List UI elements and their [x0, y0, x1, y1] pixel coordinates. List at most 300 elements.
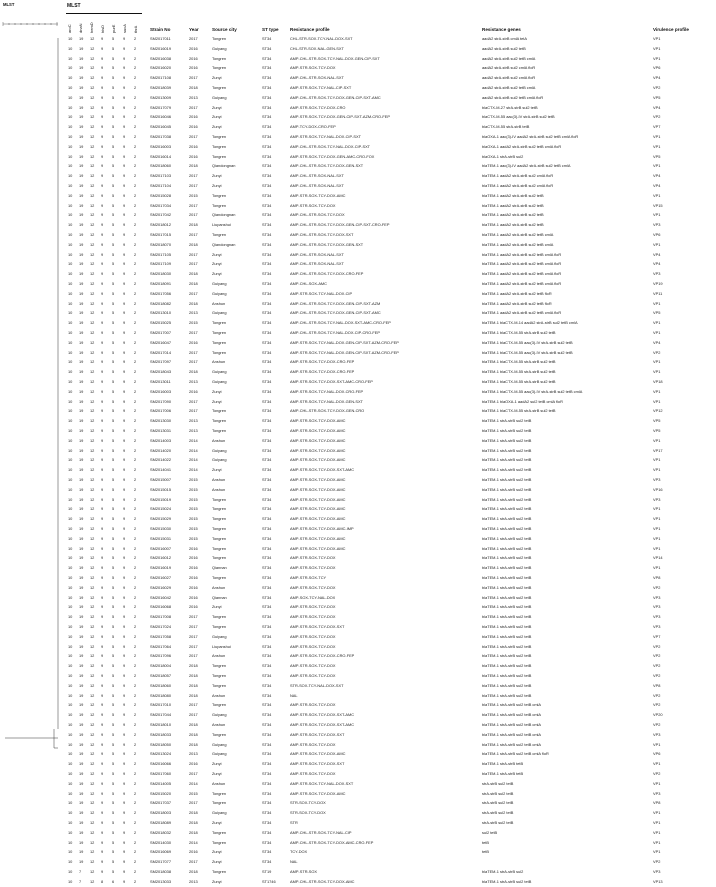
year: 2015 [189, 496, 198, 502]
strain-no: SM2018091 [150, 281, 171, 286]
allele-value: 12 [90, 65, 95, 71]
allele-value: 19 [79, 281, 84, 286]
allele-value: 9 [101, 163, 104, 169]
allele-value: 9 [123, 183, 126, 188]
allele-value: 9 [101, 447, 104, 453]
strain-no: SM2018060 [150, 163, 171, 169]
strain-no: SM2017060 [150, 771, 171, 776]
virulence-profile: VP12 [653, 408, 663, 414]
virulence-profile: VP1 [653, 300, 661, 306]
resistance-profile: AMP-CHL-STR-SOX-NAL-SXT [290, 261, 344, 267]
year: 2018 [189, 241, 198, 247]
st-type: ST34 [262, 614, 272, 620]
source-city: Zunyi [212, 261, 222, 267]
allele-value: 10 [68, 643, 73, 649]
strain-no: SM2017006 [150, 408, 171, 414]
table-row [0, 514, 716, 524]
allele-value: 12 [90, 418, 95, 424]
allele-value: 10 [68, 506, 73, 512]
resistance-genes: blaTEM-1 strA-strB sul2 tetB [482, 594, 532, 600]
resistance-genes: blaTEM-1 strA-strB sul2 tetB [482, 692, 532, 698]
allele-value: 9 [123, 878, 126, 884]
allele-value: 5 [112, 143, 115, 149]
allele-value: 9 [123, 310, 126, 316]
st-type: ST34 [262, 702, 272, 708]
st-type: ST34 [262, 712, 272, 718]
virulence-profile: VP1 [653, 134, 661, 139]
source-city: Guiyang [212, 633, 227, 639]
st-type: ST34 [262, 800, 272, 806]
allele-value: 12 [90, 486, 95, 492]
table-row [0, 201, 716, 211]
allele-value: 9 [101, 565, 104, 571]
st-type: ST34 [262, 134, 272, 139]
table-row [0, 230, 716, 240]
resistance-genes: strA-strB sul2 tetB [482, 800, 514, 806]
allele-value: 19 [79, 496, 84, 502]
virulence-profile: VP1 [653, 369, 661, 375]
virulence-profile: VP6 [653, 232, 661, 237]
strain-no: SM2015029 [150, 516, 171, 522]
virulence-profile: VP5 [653, 310, 661, 316]
source-city: Tongren [212, 506, 227, 512]
locus-header: sucA [122, 24, 127, 33]
allele-value: 9 [101, 663, 104, 669]
virulence-profile: VP1 [653, 437, 661, 443]
source-city: Zunyi [212, 878, 222, 884]
allele-value: 5 [112, 575, 115, 580]
year: 2018 [189, 673, 198, 678]
resistance-genes: blaTEM-1 strA-strB sul2 tetB [482, 673, 532, 678]
virulence-profile: VP5 [653, 428, 661, 433]
st-type: ST34 [262, 45, 272, 51]
virulence-profile: VP2 [653, 85, 661, 90]
resistance-profile: AMP-STR-SOX-TCY-NAL-DOX-CIP-SXT [290, 134, 361, 139]
resistance-profile: AMP-STR-SOX-TCY-DOX-GEN-AMC-CRO-FOX [290, 153, 375, 159]
resistance-genes: blaTEM-1 strA-strB sul2 tetB [482, 428, 532, 433]
allele-value: 12 [90, 320, 95, 326]
strain-no: SM2017011 [150, 36, 171, 41]
virulence-profile: VP5 [653, 418, 661, 424]
allele-value: 19 [79, 780, 84, 786]
source-city: Tongren [212, 428, 227, 433]
resistance-genes: blaTEM-1 aadA2 strA-strB sul2 cmlA floR [482, 173, 554, 179]
resistance-profile: AMP-TCY-DOX-CRO-FEP [290, 124, 336, 130]
allele-value: 10 [68, 36, 73, 41]
allele-value: 5 [112, 702, 115, 708]
resistance-profile: AMP-STR-SOX-TCY-DOX-AMC-IMP [290, 526, 354, 531]
mlst-title: MLST [3, 2, 15, 7]
year: 2014 [189, 467, 198, 473]
allele-value: 9 [101, 114, 104, 120]
allele-value: 19 [79, 839, 84, 845]
st-type: ST34 [262, 124, 272, 130]
allele-value: 5 [112, 388, 115, 394]
allele-value: 9 [101, 722, 104, 727]
st-type: ST34 [262, 330, 272, 335]
allele-value: 10 [68, 398, 73, 404]
allele-value: 12 [90, 232, 95, 237]
source-city: Tongren [212, 839, 227, 845]
allele-value: 19 [79, 584, 84, 590]
allele-value: 5 [112, 535, 115, 541]
source-city: Tongren [212, 496, 227, 502]
year: 2016 [189, 114, 198, 120]
allele-value: 9 [101, 75, 104, 81]
source-city: Zunyi [212, 114, 222, 120]
source-city: Anshun [212, 486, 226, 492]
strain-no: SM2017042 [150, 212, 171, 218]
year: 2018 [189, 163, 198, 169]
source-city: Anshun [212, 477, 226, 482]
allele-value: 12 [90, 624, 95, 629]
st-type-header: ST type [262, 27, 279, 32]
allele-value: 19 [79, 45, 84, 51]
resistance-profile: AMP-STR-SOX-TCY-DOX-AMC [290, 506, 346, 512]
st-type: ST34 [262, 849, 272, 855]
allele-value: 10 [68, 134, 73, 139]
resistance-genes: blaTEM-1 aac(3)-IV aadA2 strA-strB sul2 tetB cmlA [482, 163, 571, 169]
allele-value: 19 [79, 339, 84, 345]
source-city: Tongren [212, 418, 227, 424]
allele-value: 19 [79, 633, 84, 639]
allele-value: 10 [68, 829, 73, 835]
allele-value: 2 [134, 251, 137, 257]
allele-value: 9 [101, 143, 104, 149]
source-city: Tongren [212, 702, 227, 708]
allele-value: 5 [112, 457, 115, 463]
strain-no: SM2018010 [150, 722, 171, 727]
allele-value: 5 [112, 202, 115, 208]
allele-value: 9 [101, 584, 104, 590]
allele-value: 9 [101, 555, 104, 561]
allele-value: 2 [134, 124, 137, 130]
allele-value: 12 [90, 565, 95, 571]
allele-value: 9 [123, 477, 126, 482]
virulence-profile: VP1 [653, 45, 661, 51]
virulence-profile: VP1 [653, 192, 661, 198]
allele-value: 19 [79, 261, 84, 267]
year: 2018 [189, 300, 198, 306]
table-row [0, 318, 716, 328]
table-row [0, 847, 716, 857]
year: 2016 [189, 339, 198, 345]
resistance-genes: blaCTX-M-27 strA-strB sul2 tetB [482, 104, 538, 110]
strain-no: SM2013033 [150, 878, 171, 884]
strain-no: SM2014020 [150, 447, 171, 453]
year: 2018 [189, 281, 198, 286]
allele-value: 10 [68, 486, 73, 492]
year: 2017 [189, 212, 198, 218]
allele-value: 12 [90, 75, 95, 81]
strain-no: SM2017058 [150, 633, 171, 639]
allele-value: 9 [123, 388, 126, 394]
allele-value: 2 [134, 36, 137, 41]
resistance-genes: aadA2 strA-strB sul2 cmlA floR [482, 65, 536, 71]
source-city: Zunyi [212, 75, 222, 81]
allele-value: 10 [68, 418, 73, 424]
virulence-profile: VP3 [653, 222, 661, 228]
allele-value: 19 [79, 506, 84, 512]
table-row [0, 818, 716, 828]
allele-value: 9 [101, 761, 104, 767]
allele-value: 9 [101, 153, 104, 159]
strain-no: SM2015019 [150, 496, 171, 502]
year: 2018 [189, 741, 198, 747]
source-city: Qiandongnan [212, 212, 236, 218]
allele-value: 9 [123, 869, 126, 874]
resistance-profile: AMP-CHL-STR-SOX-TCY-NAL-DOX-GEN-CIP-SXT [290, 55, 380, 61]
table-row [0, 485, 716, 495]
allele-value: 19 [79, 486, 84, 492]
strain-no: SM2018089 [150, 820, 171, 825]
resistance-profile: AMP-CHL-STR-SOX-TCY-DOX-AMC [290, 878, 355, 884]
st-type: ST34 [262, 183, 272, 188]
resistance-profile: AMP-STR-SOX-TCY-DOX [290, 555, 336, 561]
st-type: ST34 [262, 388, 272, 394]
strain-no: SM2017105 [150, 251, 171, 257]
allele-value: 10 [68, 173, 73, 179]
allele-value: 5 [112, 663, 115, 669]
allele-value: 2 [134, 594, 137, 600]
allele-value: 5 [112, 820, 115, 825]
city-header: Source city [212, 27, 237, 32]
allele-value: 12 [90, 751, 95, 757]
allele-value: 5 [112, 780, 115, 786]
allele-value: 9 [123, 349, 126, 355]
resistance-genes: blaTEM-1 strA-strB sul2 tetB [482, 506, 532, 512]
allele-value: 5 [112, 173, 115, 179]
allele-value: 19 [79, 859, 84, 865]
st-type: ST19 [262, 869, 272, 874]
table-row [0, 632, 716, 642]
allele-value: 9 [123, 486, 126, 492]
strain-no: SM2018030 [150, 271, 171, 277]
resistance-profile: AMP-STR-SOX-TCY-DOX-SXT [290, 731, 345, 737]
allele-value: 10 [68, 183, 73, 188]
allele-value: 10 [68, 75, 73, 81]
resistance-profile: STR [290, 820, 298, 825]
resistance-profile: AMP-STR-SOX-TCY-NAL-DOX-CRO-FEP [290, 388, 364, 394]
virulence-profile: VP2 [653, 702, 661, 708]
source-city: Qiannan [212, 594, 227, 600]
allele-value: 19 [79, 173, 84, 179]
resistance-genes: blaTEM-1 strA-strB sul2 tetB [482, 878, 532, 884]
table-row [0, 593, 716, 603]
resistance-profile: AMP-STR-SOX-TCY-DOX [290, 663, 336, 669]
allele-value: 5 [112, 829, 115, 835]
allele-value: 10 [68, 222, 73, 228]
source-city: Tongren [212, 663, 227, 669]
year: 2017 [189, 643, 198, 649]
allele-value: 2 [134, 183, 137, 188]
source-city: Tongren [212, 800, 227, 806]
allele-value: 19 [79, 849, 84, 855]
strain-no: SM2017104 [150, 183, 171, 188]
allele-value: 9 [123, 584, 126, 590]
st-type: ST34 [262, 94, 272, 100]
allele-value: 5 [112, 104, 115, 110]
resistance-profile: AMP-CHL-STR-SOX-TCY-DOX-SXT [290, 232, 354, 237]
st-type: ST34 [262, 820, 272, 825]
allele-value: 9 [123, 839, 126, 845]
year: 2017 [189, 261, 198, 267]
allele-value: 5 [112, 859, 115, 865]
source-city: Zunyi [212, 388, 222, 394]
resistance-profile: AMP-STR-SOX-TCY-NAL-DOX-CIP [290, 290, 353, 296]
resistance-profile: AMP-STR-SOX-TCY-DOX-AMC [290, 457, 346, 463]
resistance-genes: blaTEM-1 aadA2 strA-strB sul2 tetB [482, 202, 544, 208]
resistance-genes: strA-strB sul2 tetB [482, 790, 514, 796]
allele-value: 19 [79, 388, 84, 394]
allele-value: 2 [134, 849, 137, 855]
resistance-genes: blaTEM-1 strA-strB sul2 tetB [482, 545, 532, 551]
allele-value: 5 [112, 731, 115, 737]
allele-value: 5 [112, 673, 115, 678]
allele-value: 9 [101, 36, 104, 41]
resistance-genes: blaTEM-1 blaCTX-M-55 strA-strB sul2 tetB [482, 408, 556, 414]
allele-value: 19 [79, 516, 84, 522]
st-type: ST34 [262, 477, 272, 482]
allele-value: 10 [68, 663, 73, 669]
table-row [0, 828, 716, 838]
allele-value: 10 [68, 388, 73, 394]
allele-value: 2 [134, 751, 137, 757]
st-type: ST34 [262, 506, 272, 512]
allele-value: 9 [123, 496, 126, 502]
table-row [0, 328, 716, 338]
allele-value: 9 [101, 104, 104, 110]
allele-value: 19 [79, 153, 84, 159]
year: 2017 [189, 614, 198, 620]
allele-value: 12 [90, 633, 95, 639]
source-city: Guiyang [212, 45, 227, 51]
table-row [0, 877, 716, 887]
allele-value: 19 [79, 379, 84, 384]
virulence-profile: VP1 [653, 516, 661, 522]
allele-value: 2 [134, 800, 137, 806]
allele-value: 9 [101, 800, 104, 806]
resistance-profile: AMP-STR-SOX-TCY-DOX-SXT-AMC [290, 722, 355, 727]
st-type: ST34 [262, 212, 272, 218]
st-type: ST34 [262, 222, 272, 228]
year: 2013 [189, 379, 198, 384]
allele-value: 2 [134, 290, 137, 296]
allele-value: 12 [90, 604, 95, 610]
st-type: ST34 [262, 310, 272, 316]
allele-value: 19 [79, 310, 84, 316]
strain-no: SM2017038 [150, 134, 171, 139]
mlst-header-rule [66, 13, 142, 14]
table-row [0, 103, 716, 113]
table-row [0, 54, 716, 64]
allele-value: 10 [68, 212, 73, 218]
resistance-profile: AMP-STR-SOX-TCY-DOX [290, 584, 336, 590]
virulence-profile: VP2 [653, 653, 661, 659]
allele-value: 12 [90, 85, 95, 90]
virulence-profile: VP3 [653, 624, 661, 629]
strain-no: SM2017014 [150, 349, 171, 355]
allele-value: 9 [123, 153, 126, 159]
allele-value: 9 [123, 251, 126, 257]
table-row [0, 455, 716, 465]
allele-value: 9 [101, 682, 104, 688]
source-city: Tongren [212, 153, 227, 159]
resistance-genes: blaTEM-1 strA-strB tetB [482, 771, 524, 776]
allele-value: 12 [90, 829, 95, 835]
source-city: Zunyi [212, 104, 222, 110]
year: 2017 [189, 330, 198, 335]
resistance-profile: AMP-CHL-STR-SOX-TCY-DOX-GEN-CIP-SXT-CRO-FEP [290, 222, 390, 228]
virulence-profile: VP5 [653, 153, 661, 159]
year: 2014 [189, 447, 198, 453]
year: 2016 [189, 604, 198, 610]
allele-value: 10 [68, 516, 73, 522]
resistance-genes: blaTEM-1 strA-strB sul2 tetB [482, 682, 532, 688]
strain-no: SM2017008 [150, 614, 171, 620]
allele-value: 19 [79, 408, 84, 414]
allele-value: 19 [79, 428, 84, 433]
allele-value: 9 [101, 398, 104, 404]
strain-header: Strain No [150, 27, 171, 32]
allele-value: 5 [112, 369, 115, 375]
allele-value: 2 [134, 349, 137, 355]
resistance-genes: blaTEM-1 strA-strB sul2 tetB [482, 653, 532, 659]
resistance-genes: blaTEM-1 aadA2 strA-strB sul2 tetB cmlA floR [482, 271, 562, 277]
st-type: ST34 [262, 241, 272, 247]
strain-no: SM2016042 [150, 594, 171, 600]
source-city: Tongren [212, 339, 227, 345]
allele-value: 19 [79, 829, 84, 835]
strain-no: SM2017015 [150, 232, 171, 237]
source-city: Zunyi [212, 124, 222, 130]
allele-value: 12 [90, 820, 95, 825]
virulence-profile: VP1 [653, 467, 661, 473]
locus-header: aroC [67, 24, 72, 33]
allele-value: 5 [112, 526, 115, 531]
allele-value: 9 [101, 869, 104, 874]
allele-value: 5 [112, 114, 115, 120]
allele-value: 12 [90, 143, 95, 149]
allele-value: 2 [134, 55, 137, 61]
allele-value: 10 [68, 104, 73, 110]
strain-no: SM2018060 [150, 682, 171, 688]
resistance-profile: AMP-STR-SOX-TCY-DOX-GEN-CIP-SXT-AZM-CRO-FEP [290, 114, 390, 120]
strain-no: SM2017037 [150, 800, 171, 806]
resistance-profile: AMP-STR-SOX-TCY-DOX-AMC [290, 486, 346, 492]
strain-no: SM2013011 [150, 379, 171, 384]
allele-value: 9 [123, 271, 126, 277]
year: 2016 [189, 65, 198, 71]
allele-value: 2 [134, 222, 137, 228]
allele-value: 5 [112, 545, 115, 551]
allele-value: 9 [101, 506, 104, 512]
allele-value: 10 [68, 124, 73, 130]
table-row [0, 730, 716, 740]
allele-value: 9 [123, 820, 126, 825]
resistance-profile: AMP-STR-SOX-TCY-DOX-AMC [290, 447, 346, 453]
virulence-profile: VP20 [653, 712, 663, 718]
allele-value: 19 [79, 55, 84, 61]
table-row [0, 406, 716, 416]
allele-value: 9 [101, 790, 104, 796]
st-type: ST34 [262, 682, 272, 688]
allele-value: 10 [68, 232, 73, 237]
allele-value: 10 [68, 869, 73, 874]
year: 2013 [189, 878, 198, 884]
allele-value: 5 [112, 467, 115, 473]
allele-value: 10 [68, 379, 73, 384]
